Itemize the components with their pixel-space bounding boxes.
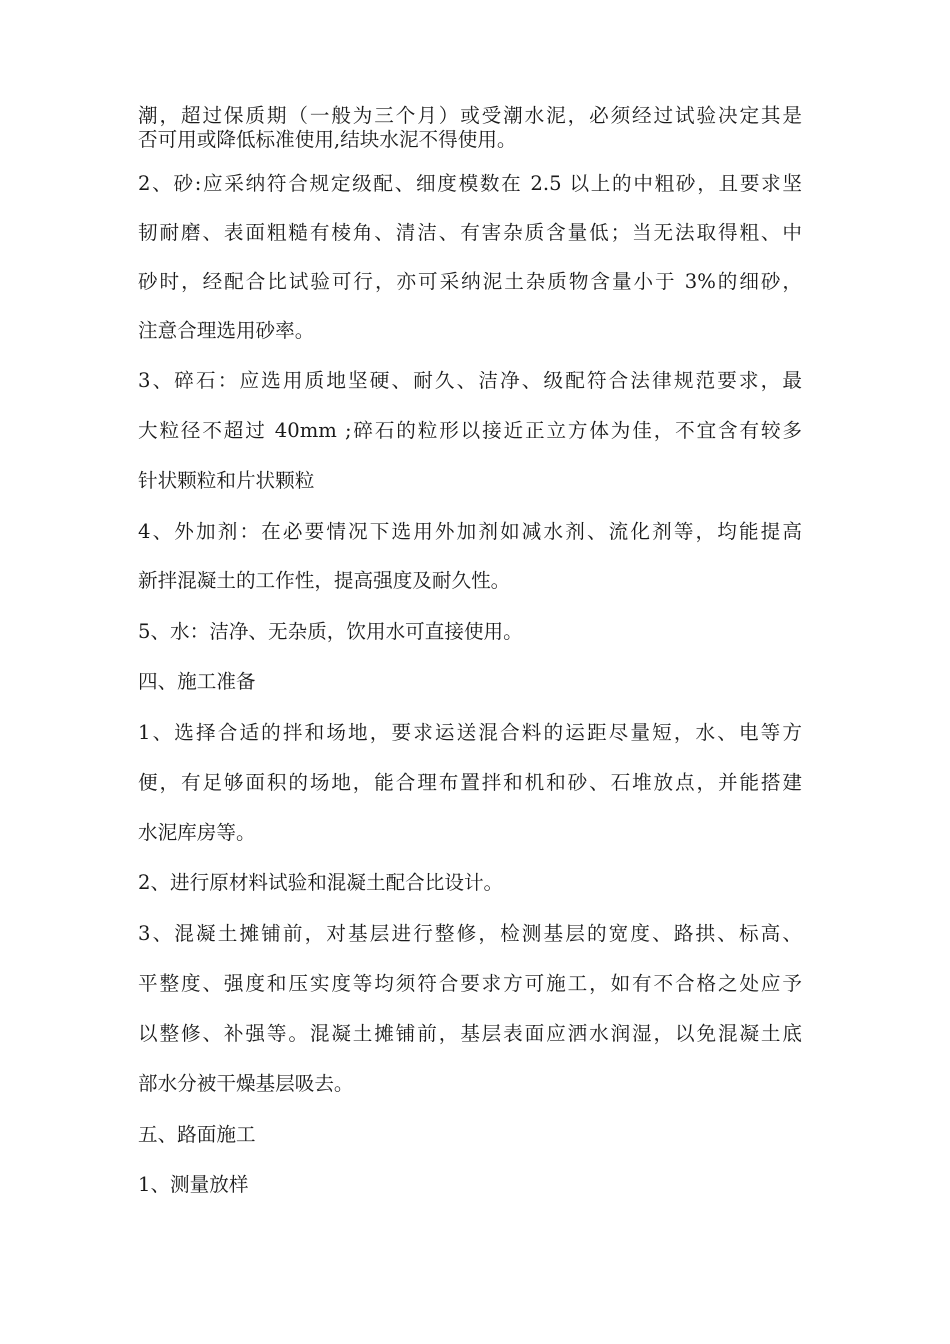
text-line: 大粒径不超过 40mm ;碎石的粒形以接近正立方体为佳，不宜含有较多 <box>138 419 802 442</box>
text-line: 1、测量放样 <box>138 1173 249 1196</box>
text-line: 3、混凝土摊铺前，对基层进行整修，检测基层的宽度、路拱、标高、 <box>138 922 802 945</box>
text-line: 4、外加剂：在必要情况下选用外加剂如减水剂、流化剂等，均能提高 <box>138 520 802 543</box>
text-line: 2、砂:应采纳符合规定级配、细度模数在 2.5 以上的中粗砂，且要求坚 <box>138 172 802 195</box>
text-line: 否可用或降低标准使用,结块水泥不得使用。 <box>138 128 517 151</box>
text-line: 部水分被干燥基层吸去。 <box>138 1072 354 1095</box>
text-line: 新拌混凝土的工作性，提高强度及耐久性。 <box>138 569 511 592</box>
text-line: 注意合理选用砂率。 <box>138 319 315 342</box>
section-heading: 四、施工准备 <box>138 670 256 693</box>
text-line: 1、选择合适的拌和场地，要求运送混合料的运距尽量短，水、电等方 <box>138 721 802 744</box>
text-line: 以整修、补强等。混凝土摊铺前，基层表面应洒水润湿，以免混凝土底 <box>138 1022 802 1045</box>
text-line: 平整度、强度和压实度等均须符合要求方可施工，如有不合格之处应予 <box>138 972 802 995</box>
text-line: 韧耐磨、表面粗糙有棱角、清洁、有害杂质含量低；当无法取得粗、中 <box>138 221 802 244</box>
text-line: 潮，超过保质期（一般为三个月）或受潮水泥，必须经过试验决定其是 <box>138 104 802 127</box>
text-line: 水泥库房等。 <box>138 821 256 844</box>
text-line: 3、碎石：应选用质地坚硬、耐久、洁净、级配符合法律规范要求，最 <box>138 369 802 392</box>
text-line: 5、水：洁净、无杂质，饮用水可直接使用。 <box>138 620 523 643</box>
section-heading: 五、路面施工 <box>138 1123 256 1146</box>
text-line: 2、进行原材料试验和混凝土配合比设计。 <box>138 871 504 894</box>
text-line: 砂时，经配合比试验可行，亦可采纳泥土杂质物含量小于 3%的细砂， <box>138 270 802 293</box>
text-line: 针状颗粒和片状颗粒 <box>138 469 315 492</box>
text-line: 便，有足够面积的场地，能合理布置拌和机和砂、石堆放点，并能搭建 <box>138 771 802 794</box>
